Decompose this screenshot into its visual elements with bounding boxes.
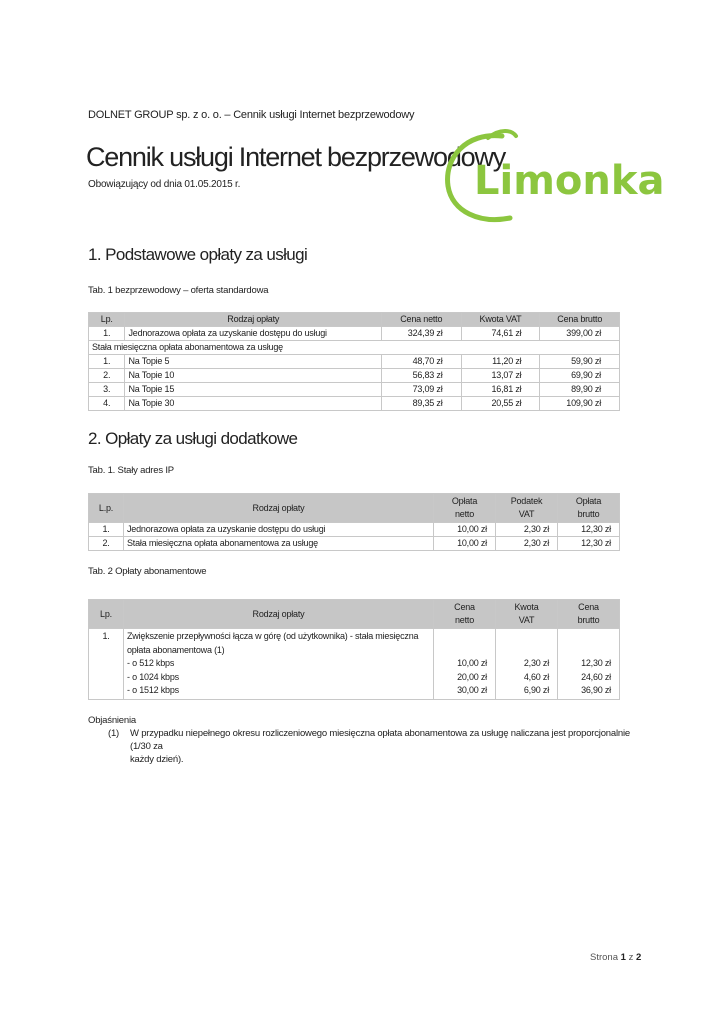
note-text-cont: każdy dzień). xyxy=(130,754,184,765)
table-header-row xyxy=(89,313,620,327)
col-header: Cena brutto xyxy=(558,600,620,629)
section1-heading: 1. Podstawowe opłaty za usługi xyxy=(88,245,308,264)
table-row xyxy=(89,327,620,341)
header-company-line: DOLNET GROUP sp. z o. o. – Cennik usługi Internet bezprzewodowy xyxy=(88,109,415,121)
table-row: 2. Na Topie 10 56,83 zł 13,07 zł 69,90 zł xyxy=(89,369,620,383)
cell-net: 324,39 zł xyxy=(382,327,462,341)
table-row: 1. Zwiększenie przepływności łącza w górę (od użytkownika) - stała miesięczna opłata abonamentowa (1) - o 512 kbps - o 1024 kbps - o 1512 kbps 10,00 zł 20,00 zł 30,00 zł 2,30 zł 4,60 zł 6,90 zł 12,30 zł 24,60 zł 36,90 zł xyxy=(89,629,620,700)
group-label: Stała miesięczna opłata abonamentowa za usługę xyxy=(89,341,620,355)
col-header: Cena netto xyxy=(434,600,496,629)
section2-heading: 2. Opłaty za usługi dodatkowe xyxy=(88,429,298,448)
cell-gross: 399,00 zł xyxy=(540,327,620,341)
table1-caption: Tab. 1 bezprzewodowy – oferta standardowa xyxy=(88,285,269,296)
subscription-fees-table xyxy=(88,599,620,700)
table-header-row xyxy=(89,600,620,629)
table-row: 2. Stała miesięczna opłata abonamentowa za usługę 10,00 zł 2,30 zł 12,30 zł xyxy=(89,537,620,551)
table-header-row xyxy=(89,494,620,523)
col-header: L.p. xyxy=(89,494,124,523)
col-header: Lp. xyxy=(89,313,125,327)
table-row: 4. Na Topie 30 89,35 zł 20,55 zł 109,90 zł xyxy=(89,397,620,411)
table-row: 1. Na Topie 5 48,70 zł 11,20 zł 59,90 zł xyxy=(89,355,620,369)
page-number: Strona 1 z 2 xyxy=(590,952,642,963)
document-title: Cennik usługi Internet bezprzewodowy xyxy=(86,142,506,172)
limonka-logo xyxy=(440,128,670,228)
document-subtitle: Obowiązujący od dnia 01.05.2015 r. xyxy=(88,179,241,190)
note-text: W przypadku niepełnego okresu rozliczeniowego miesięczna opłata abonamentowa za usługę naliczana jest proporcjonalnie (1/30 za xyxy=(130,728,630,752)
table-group-row xyxy=(89,341,620,355)
col-header: Kwota VAT xyxy=(461,313,540,327)
cell-description: Zwiększenie przepływności łącza w górę (od użytkownika) - stała miesięczna opłata abonamentowa (1) - o 512 kbps - o 1024 kbps - o 1512 kbps xyxy=(124,629,434,700)
static-ip-caption: Tab. 1. Stały adres IP xyxy=(88,465,174,476)
subscription-caption: Tab. 2 Opłaty abonamentowe xyxy=(88,566,207,577)
note-marker: (1) xyxy=(108,728,120,739)
basic-fees-table xyxy=(88,312,620,411)
col-header: Opłata netto xyxy=(434,494,496,523)
cell-vat: 74,61 zł xyxy=(461,327,540,341)
col-header: Rodzaj opłaty xyxy=(124,494,434,523)
col-header: Rodzaj opłaty xyxy=(124,600,434,629)
col-header: Podatek VAT xyxy=(496,494,558,523)
col-header: Cena netto xyxy=(382,313,462,327)
col-header: Rodzaj opłaty xyxy=(125,313,382,327)
note-item xyxy=(108,727,648,766)
table-row: 1. Jednorazowa opłata za uzyskanie dostępu do usługi 10,00 zł 2,30 zł 12,30 zł xyxy=(89,523,620,537)
col-header: Opłata brutto xyxy=(558,494,620,523)
table-row: 3. Na Topie 15 73,09 zł 16,81 zł 89,90 zł xyxy=(89,383,620,397)
col-header: Kwota VAT xyxy=(496,600,558,629)
notes-heading: Objaśnienia xyxy=(88,715,136,726)
notes-section xyxy=(88,714,648,766)
col-header: Cena brutto xyxy=(540,313,620,327)
logo-text: Limonka xyxy=(474,158,665,204)
col-header: Lp. xyxy=(89,600,124,629)
cell-name: Jednorazowa opłata za uzyskanie dostępu do usługi xyxy=(125,327,382,341)
static-ip-table xyxy=(88,493,620,551)
cell-lp: 1. xyxy=(89,327,125,341)
